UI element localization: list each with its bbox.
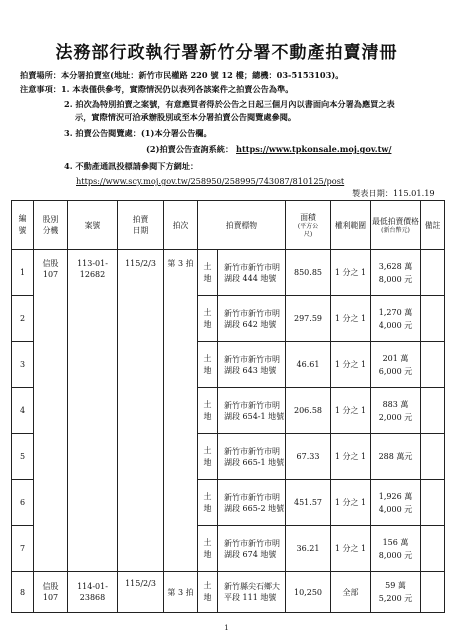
row-rights: 1 分之 1 (331, 296, 371, 342)
row-address: 新竹市新竹市明湖段 642 地號 (218, 296, 286, 342)
row-area: 206.58 (286, 388, 331, 434)
notes-label: 注意事項： (20, 84, 61, 94)
venue-label: 拍賣場所： (20, 70, 61, 80)
row-area: 451.57 (286, 480, 331, 526)
row-rights: 全部 (331, 572, 371, 613)
header-case: 案號 (68, 201, 118, 250)
row-date: 115/2/3 (118, 572, 164, 613)
row-area: 46.61 (286, 342, 331, 388)
header-date: 拍賣日期 (118, 201, 164, 250)
row-address: 新竹縣尖石鄉大平段 111 地號 (218, 572, 286, 613)
row-area: 850.85 (286, 250, 331, 296)
row-remark (421, 480, 445, 526)
row-no: 5 (12, 434, 34, 480)
row-remark (421, 388, 445, 434)
row-kind: 土地 (198, 480, 218, 526)
row-kind: 土地 (198, 342, 218, 388)
row-kind: 土地 (198, 296, 218, 342)
table-row (12, 250, 445, 296)
auction-table (11, 200, 445, 613)
row-area: 10,250 (286, 572, 331, 613)
note-2b: 示，實際情況可洽承辦股別或至本分署拍賣公告閱覽處參閱。 (75, 112, 297, 122)
page-title: 法務部行政執行署新竹分署不動產拍賣清冊 (55, 43, 398, 63)
row-rights: 1 分之 1 (331, 526, 371, 572)
row-address: 新竹市新竹市明湖段 654-1 地號 (218, 388, 286, 434)
row-area: 36.21 (286, 526, 331, 572)
row-remark (421, 526, 445, 572)
row-rights: 1 分之 1 (331, 250, 371, 296)
row-price: 3,628 萬 8,000 元 (371, 250, 421, 296)
note-1: 1. 本表僅供參考，實際情況仍以表列各該案件之拍賣公告為準。 (60, 84, 294, 94)
header-target: 拍賣標物 (198, 201, 286, 250)
row-remark (421, 434, 445, 480)
row-round: 第 3 拍 (164, 250, 198, 572)
header-round: 拍次 (164, 201, 198, 250)
row-address: 新竹市新竹市明湖段 444 地號 (218, 250, 286, 296)
row-area: 67.33 (286, 434, 331, 480)
row-section: 信股107 (34, 250, 68, 572)
venue-text: 本分署拍賣室(地址：新竹市民權路 220 號 12 樓；總機：03-5153103)。 (60, 70, 344, 80)
row-no: 4 (12, 388, 34, 434)
row-kind: 土地 (198, 434, 218, 480)
row-price: 1,926 萬 4,000 元 (371, 480, 421, 526)
row-kind: 土地 (198, 388, 218, 434)
row-case: 114-01-23868 (68, 572, 118, 613)
header-rights: 權利範圍 (331, 201, 371, 250)
row-no: 1 (12, 250, 34, 296)
row-price: 883 萬 2,000 元 (371, 388, 421, 434)
tender-link[interactable]: https://www.scy.moj.gov.tw/258950/258995/743087/810125/post (76, 176, 345, 186)
note-3b-label: (2)拍賣公告查詢系統： (146, 144, 234, 154)
row-area: 297.59 (286, 296, 331, 342)
row-rights: 1 分之 1 (331, 342, 371, 388)
row-kind: 土地 (198, 250, 218, 296)
row-price: 288 萬元 (371, 434, 421, 480)
row-no: 3 (12, 342, 34, 388)
header-remark: 備註 (421, 201, 445, 250)
row-rights: 1 分之 1 (331, 434, 371, 480)
auction-system-link[interactable]: https://www.tpkonsale.moj.gov.tw/ (236, 144, 392, 154)
row-kind: 土地 (198, 572, 218, 613)
table-header (12, 201, 445, 250)
note-3b (146, 144, 391, 155)
row-kind: 土地 (198, 526, 218, 572)
note-3: 3. 拍賣公告閱覽處：(1)本分署公告欄。 (64, 128, 212, 138)
header-price: 最低拍賣價格 (新台幣元) (371, 201, 421, 250)
note-4: 4. 不動產通訊投標請參閱下方網址： (64, 161, 199, 171)
row-no: 2 (12, 296, 34, 342)
row-price: 156 萬 8,000 元 (371, 526, 421, 572)
row-address: 新竹市新竹市明湖段 674 地號 (218, 526, 286, 572)
note1-line (20, 84, 293, 95)
row-price: 201 萬 6,000 元 (371, 342, 421, 388)
table-row (12, 572, 445, 613)
row-case: 113-01-12682 (68, 250, 118, 572)
row-date: 115/2/3 (118, 250, 164, 572)
row-address: 新竹市新竹市明湖段 665-2 地號 (218, 480, 286, 526)
row-no: 7 (12, 526, 34, 572)
row-price: 1,270 萬 4,000 元 (371, 296, 421, 342)
venue-line (20, 70, 343, 81)
row-remark (421, 250, 445, 296)
header-section: 股別分機 (34, 201, 68, 250)
row-rights: 1 分之 1 (331, 388, 371, 434)
row-remark (421, 342, 445, 388)
row-price: 59 萬 5,200 元 (371, 572, 421, 613)
row-no: 8 (12, 572, 34, 613)
header-no: 編號 (12, 201, 34, 250)
table-date: 製表日期：115.01.19 (352, 188, 435, 198)
row-rights: 1 分之 1 (331, 480, 371, 526)
row-remark (421, 296, 445, 342)
note-2a: 2. 拍次為特別拍賣之案號，有意應買者得於公告之日起三個月內以書面向本分署為應買之表 (64, 99, 395, 109)
row-address: 新竹市新竹市明湖段 665-1 地號 (218, 434, 286, 480)
row-section: 信股107 (34, 572, 68, 613)
row-no: 6 (12, 480, 34, 526)
row-round: 第 3 拍 (164, 572, 198, 613)
page-number: 1 (224, 624, 229, 632)
row-address: 新竹市新竹市明湖段 643 地號 (218, 342, 286, 388)
row-remark (421, 572, 445, 613)
header-area: 面積 (平方公尺) (286, 201, 331, 250)
